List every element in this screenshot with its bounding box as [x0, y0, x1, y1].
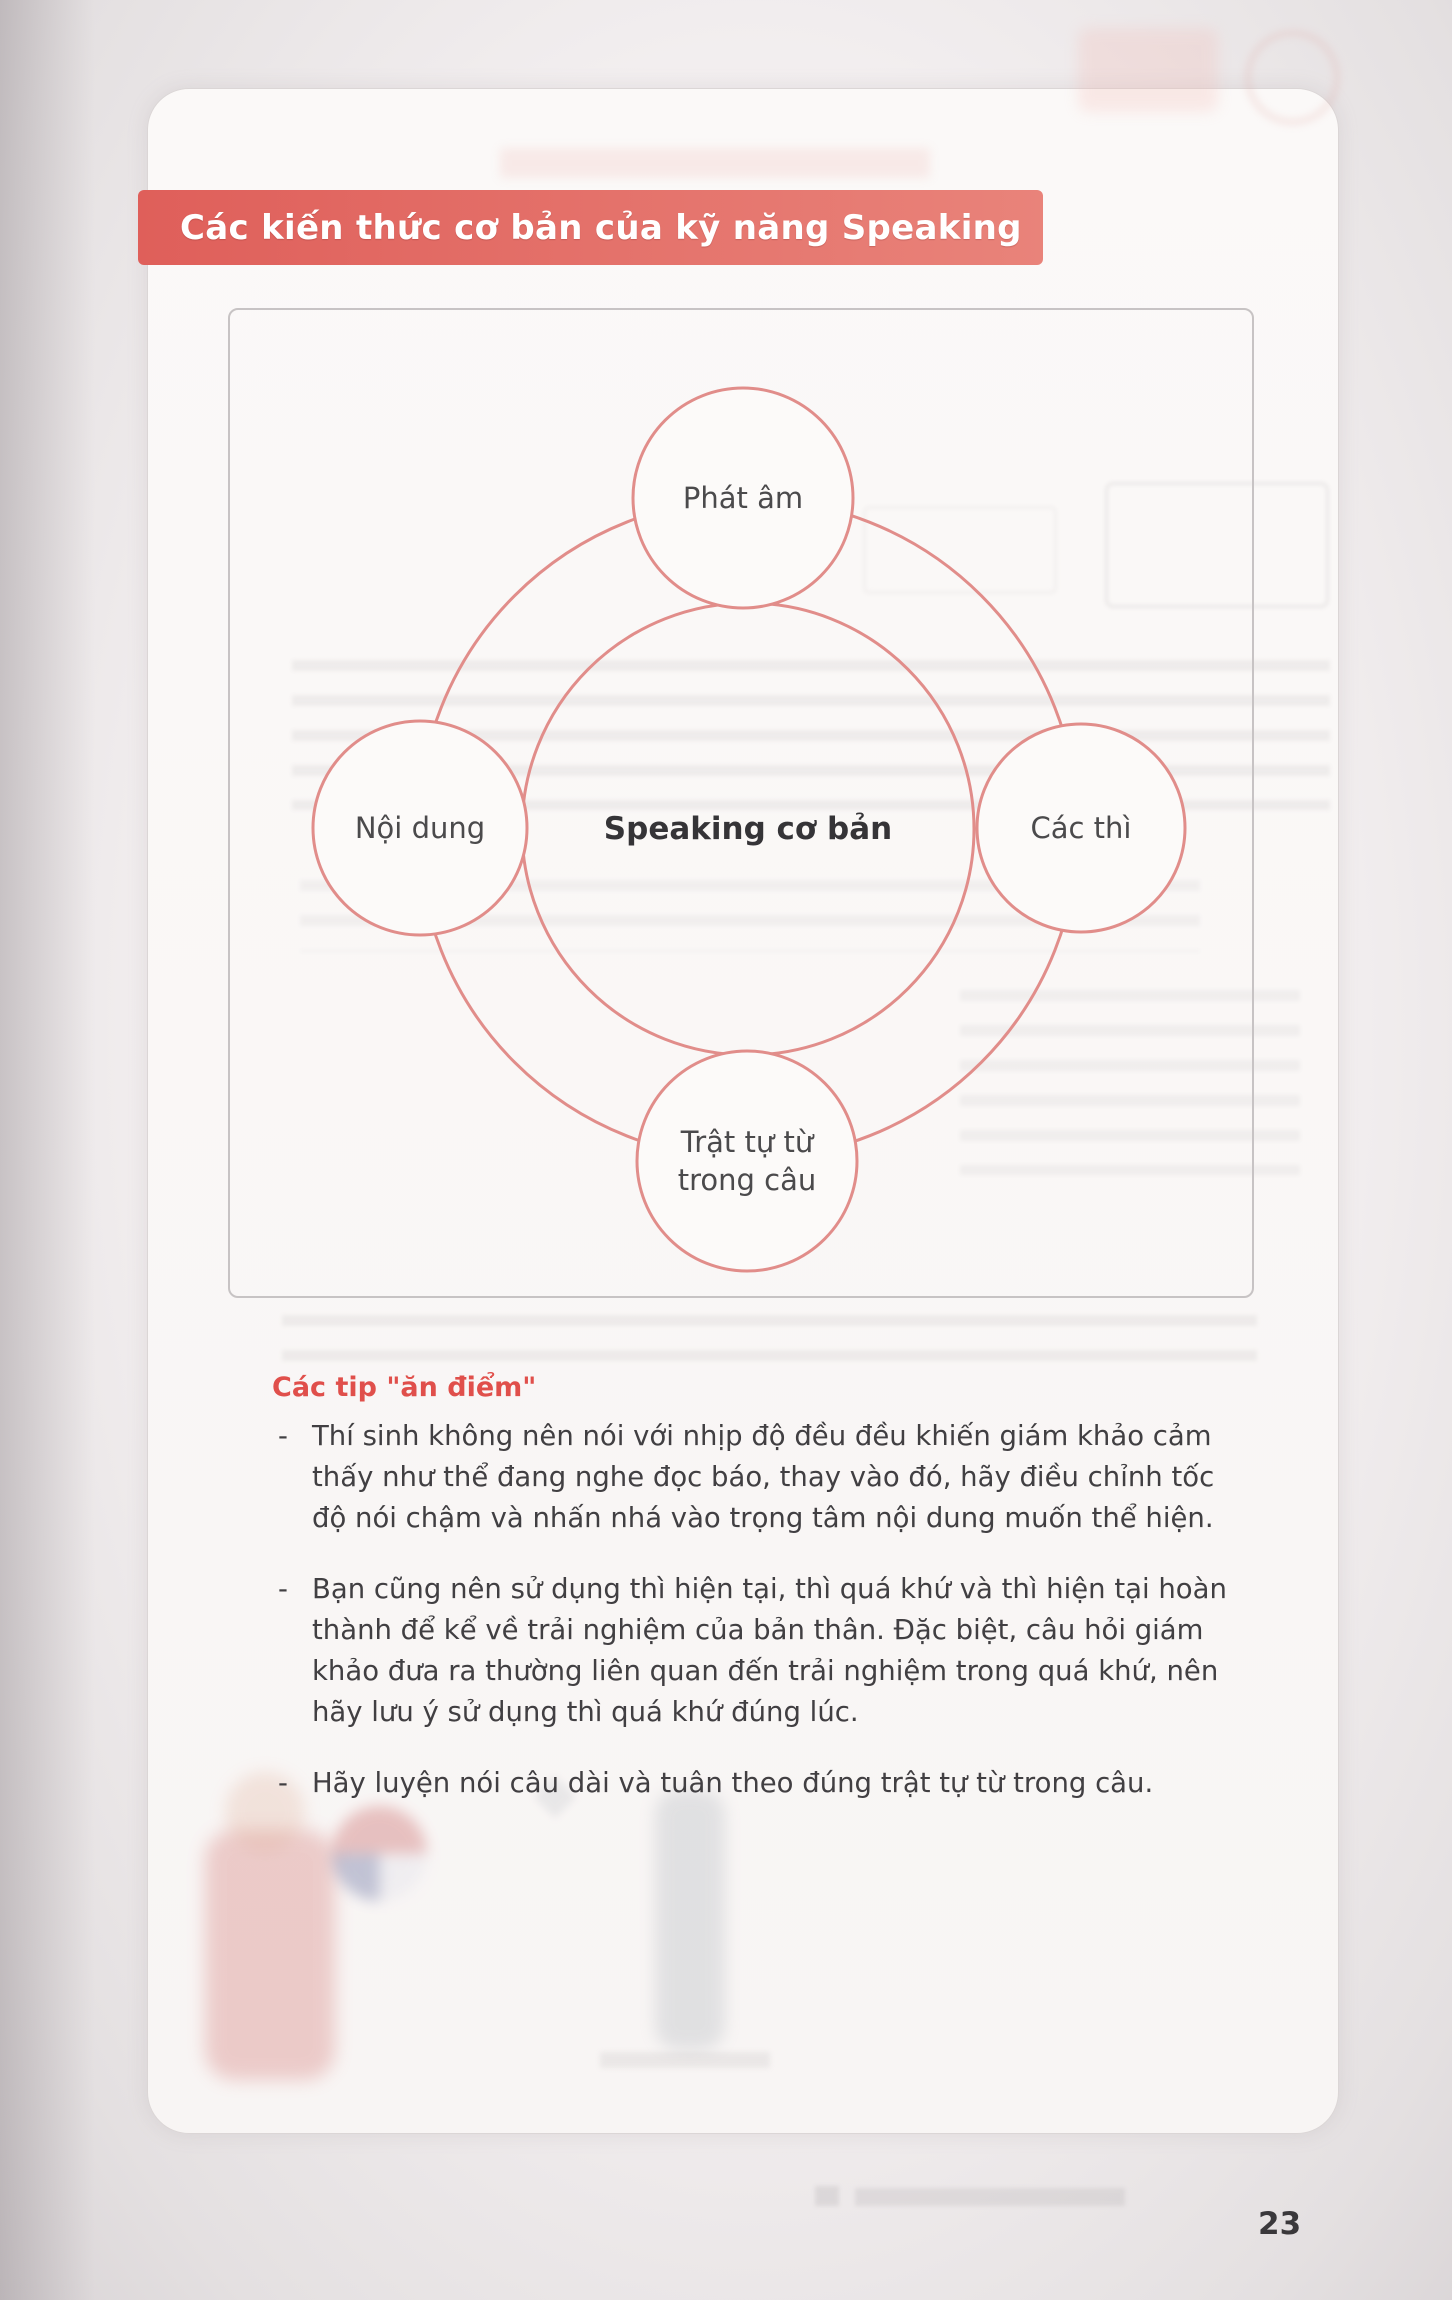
bullet-dash: - — [278, 1767, 288, 1799]
node-label-word-order: Trật tự từ trong câu — [677, 1125, 817, 1197]
tips-title: Các tip "ăn điểm" — [272, 1372, 537, 1403]
tips-list — [278, 1416, 1250, 1834]
section-title: Các kiến thức cơ bản của kỹ năng Speaking — [180, 207, 1022, 248]
tip-text: Bạn cũng nên sử dụng thì hiện tại, thì quá khứ và thì hiện tại hoàn thành để kể về trải nghiệm của bản thân. Đặc biệt, câu hỏi giám khảo đưa ra thường liên quan đến trải nghiệm trong quá khứ, nên hãy lưu ý sử dụng thì quá khứ đúng lúc. — [312, 1573, 1227, 1728]
bullet-dash: - — [278, 1573, 288, 1605]
bleedthrough-footer — [855, 2188, 1125, 2206]
list-item — [278, 1763, 1250, 1804]
diagram-center-label: Speaking cơ bản — [603, 811, 893, 847]
tip-text: Thí sinh không nên nói với nhịp độ đều đều khiến giám khảo cảm thấy như thể đang nghe đọc báo, thay vào đó, hãy điều chỉnh tốc độ nói chậm và nhấn nhá vào trọng tâm nội dung muốn thể hiện. — [312, 1420, 1215, 1534]
section-header-banner — [138, 190, 1043, 265]
page-curl-shadow — [0, 0, 95, 2300]
list-item — [278, 1416, 1250, 1539]
page-number: 23 — [1258, 2206, 1302, 2242]
list-item — [278, 1569, 1250, 1733]
node-label-tenses: Các thì — [1030, 811, 1132, 845]
node-label-content: Nội dung — [354, 811, 486, 845]
node-label-pronunciation: Phát âm — [682, 481, 804, 515]
speaking-skills-diagram — [228, 308, 1254, 1298]
tip-text: Hãy luyện nói câu dài và tuân theo đúng trật tự từ trong câu. — [312, 1767, 1154, 1799]
bullet-dash: - — [278, 1420, 288, 1452]
bleedthrough-footer-mark — [815, 2186, 839, 2206]
